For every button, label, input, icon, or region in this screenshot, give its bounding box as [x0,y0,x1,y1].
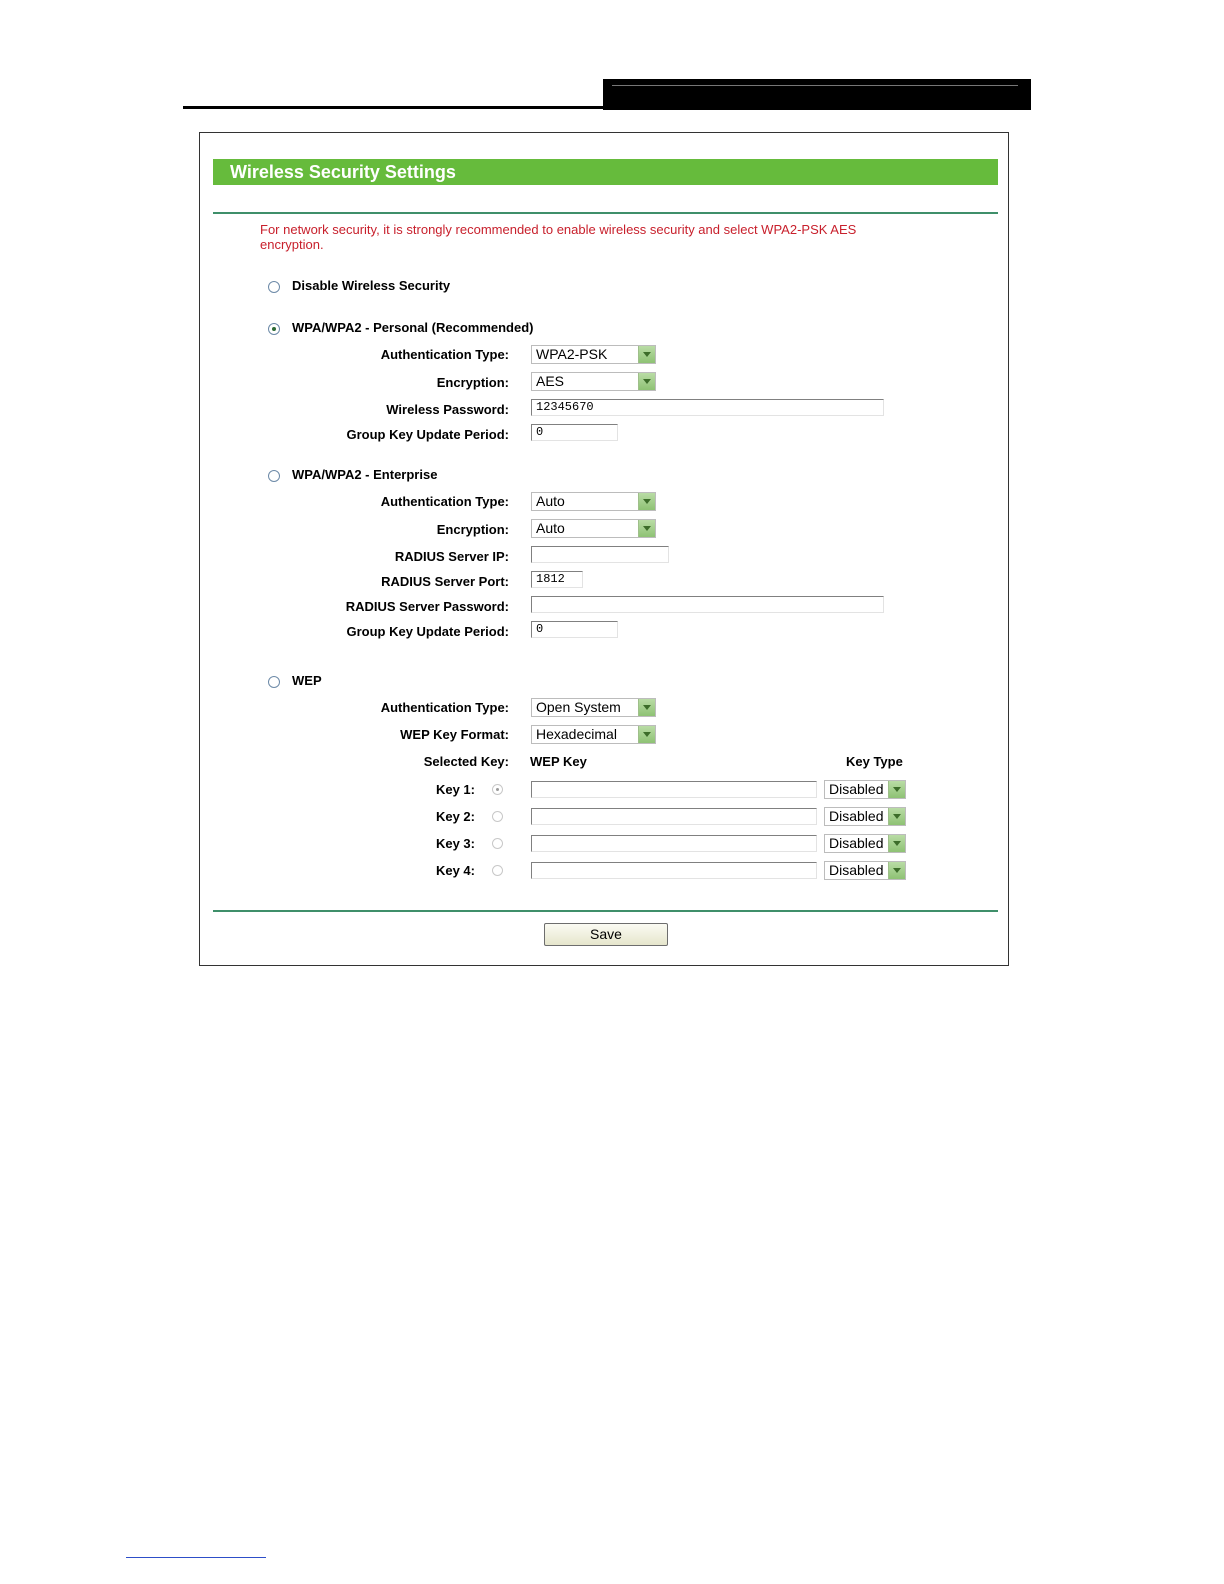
radius-ip-field[interactable] [531,546,669,563]
key-1-field[interactable] [531,781,817,798]
personal-auth-type-value: WPA2-PSK [536,346,608,362]
enterprise-group-key-label: Group Key Update Period: [346,624,509,639]
personal-encryption-select[interactable] [531,372,656,391]
radius-password-label: RADIUS Server Password: [345,599,509,614]
key-1-radio[interactable] [492,784,503,795]
chevron-down-icon [888,808,905,825]
wep-auth-type-value: Open System [536,699,621,715]
key-3-field[interactable] [531,835,817,852]
chevron-down-icon [888,781,905,798]
chevron-down-icon [638,373,655,390]
enterprise-encryption-select[interactable] [531,519,656,538]
personal-encryption-value: AES [536,373,565,389]
radius-port-label: RADIUS Server Port: [381,574,509,589]
wep-auth-type-label: Authentication Type: [380,700,509,715]
personal-auth-type-label: Authentication Type: [380,347,509,362]
radius-ip-label: RADIUS Server IP: [394,549,509,564]
key-3-radio[interactable] [492,838,503,849]
radius-password-field[interactable] [531,596,884,613]
chevron-down-icon [888,835,905,852]
key-4-type-select[interactable] [824,861,906,880]
chevron-down-icon [638,520,655,537]
key-2-field[interactable] [531,808,817,825]
page-title: Wireless Security Settings [213,159,998,185]
wep-auth-type-select[interactable] [531,698,656,717]
bottom-separator [213,910,998,912]
enterprise-encryption-value: Auto [536,520,565,536]
wireless-password-label: Wireless Password: [386,402,509,417]
security-notice: For network security, it is strongly recommended to enable wireless security and select WPA2-PSK AES encryption. [260,222,857,252]
key-4-type-value: Disabled [829,862,884,878]
key-1-type-value: Disabled [829,781,884,797]
key-1-label: Key 1: [435,782,475,797]
key-2-label: Key 2: [435,809,475,824]
wep-key-header: WEP Key [530,754,587,769]
selected-key-label: Selected Key: [423,754,509,769]
enterprise-auth-type-value: Auto [536,493,565,509]
save-button[interactable]: Save [544,923,668,946]
key-4-label: Key 4: [435,863,475,878]
key-4-field[interactable] [531,862,817,879]
key-2-type-value: Disabled [829,808,884,824]
wep-key-format-label: WEP Key Format: [400,727,509,742]
header-rule [183,106,604,109]
wpa-personal-radio[interactable] [268,323,280,335]
wpa-personal-label: WPA/WPA2 - Personal (Recommended) [292,320,534,335]
top-separator [213,212,998,214]
chevron-down-icon [638,726,655,743]
wep-key-format-value: Hexadecimal [536,726,617,742]
footer-link-underline [126,1557,266,1558]
personal-encryption-label: Encryption: [436,375,509,390]
personal-group-key-field[interactable]: 0 [531,424,618,441]
key-type-header: Key Type [846,754,903,769]
key-4-radio[interactable] [492,865,503,876]
wireless-password-field[interactable]: 12345670 [531,399,884,416]
enterprise-auth-type-select[interactable] [531,492,656,511]
disable-security-label: Disable Wireless Security [292,278,451,293]
chevron-down-icon [888,862,905,879]
key-3-label: Key 3: [435,836,475,851]
enterprise-encryption-label: Encryption: [436,522,509,537]
wep-key-format-select[interactable] [531,725,656,744]
wep-label: WEP [292,673,322,688]
wpa-enterprise-radio[interactable] [268,470,280,482]
chevron-down-icon [638,346,655,363]
key-2-radio[interactable] [492,811,503,822]
key-2-type-select[interactable] [824,807,906,826]
settings-panel [199,132,1009,966]
disable-security-radio[interactable] [268,281,280,293]
wpa-enterprise-label: WPA/WPA2 - Enterprise [292,467,438,482]
chevron-down-icon [638,699,655,716]
personal-auth-type-select[interactable] [531,345,656,364]
chevron-down-icon [638,493,655,510]
key-3-type-value: Disabled [829,835,884,851]
enterprise-group-key-field[interactable]: 0 [531,621,618,638]
header-bar-line [612,85,1018,86]
personal-group-key-label: Group Key Update Period: [346,427,509,442]
enterprise-auth-type-label: Authentication Type: [380,494,509,509]
key-3-type-select[interactable] [824,834,906,853]
key-1-type-select[interactable] [824,780,906,799]
header-bar [603,79,1031,110]
wep-radio[interactable] [268,676,280,688]
radius-port-field[interactable]: 1812 [531,571,583,588]
